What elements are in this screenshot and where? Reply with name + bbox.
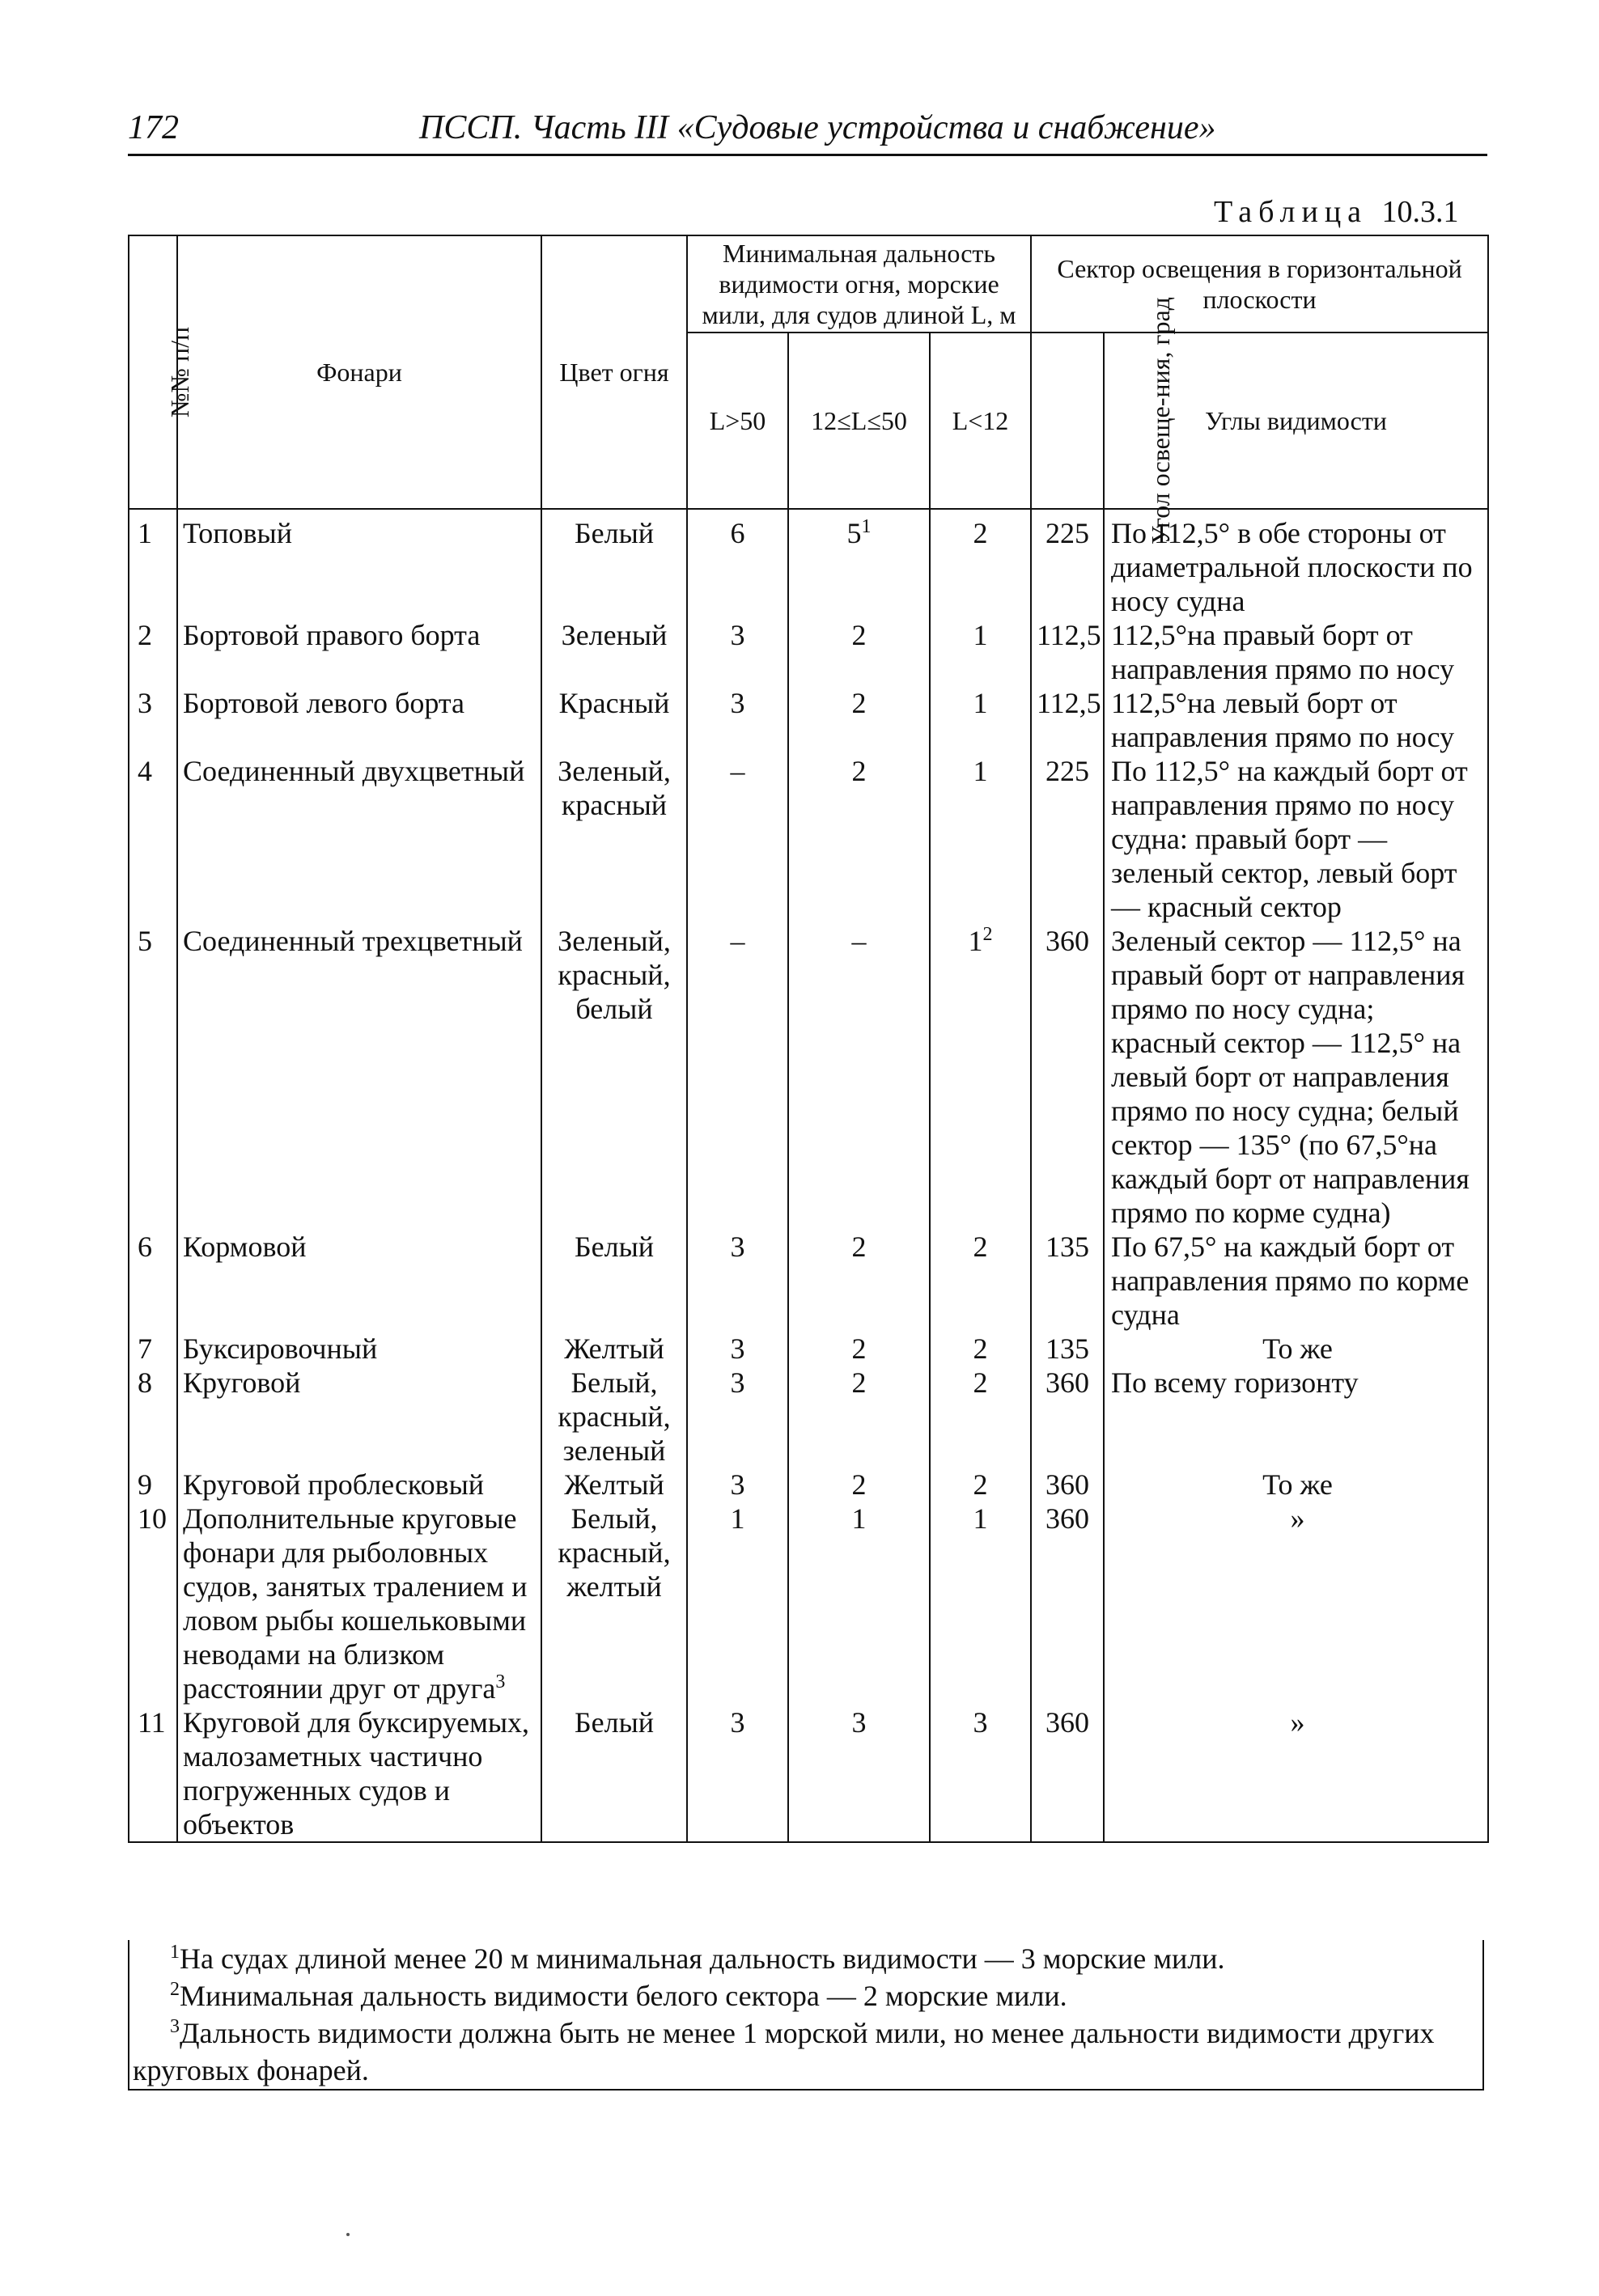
- table-row: 9 Круговой проблесковый Желтый 3 2 2 360 То же: [129, 1468, 1488, 1502]
- header-range-l50: L>50: [687, 333, 788, 509]
- table-row: 7 Буксировочный Желтый 3 2 2 135 То же: [129, 1332, 1488, 1366]
- header-range-l12-50: 12≤L≤50: [788, 333, 930, 509]
- footnote-1: $^1$На судах длиной менее 20 м минимальная дальность видимости — 3 морские мили.: [170, 1942, 1225, 1975]
- page-number: 172: [128, 109, 179, 146]
- header-visibility: Углы видимости: [1104, 333, 1488, 509]
- table-row: 8 Круговой Белый, красный, зеленый 3 2 2 360 По всему горизонту: [129, 1366, 1488, 1468]
- table-caption: [1214, 194, 1459, 230]
- footnote-2: $^2$Минимальная дальность видимости белого сектора — 2 морские мили.: [170, 1979, 1067, 2012]
- table-row: 11 Круговой для буксируемых, малозаметных частично погруженных судов и объектов Белый 3 3 3 360 »: [129, 1705, 1488, 1842]
- header-range-group: Минимальная дальность видимости огня, морские мили, для судов длиной L, м: [687, 235, 1031, 333]
- header-num: №№ п/п: [129, 235, 177, 509]
- table-row: 2 Бортовой правого борта Зеленый 3 2 1 112,5 112,5°на правый борт от направления прямо по носу: [129, 618, 1488, 686]
- header-name: Фонари: [177, 235, 541, 509]
- table-row: 3 Бортовой левого борта Красный 3 2 1 112,5 112,5°на левый борт от направления прямо по носу: [129, 686, 1488, 754]
- table-row: 5 Соединенный трехцветный Зеленый, красный, белый – – $1^2$ 360 Зеленый сектор — 112,5° на правый борт от направления прямо по носу судна; красный сектор — 112,5° на левый борт от направления прямо по носу судна; белый сектор — 135° (по 67,5°на каждый борт от направления прямо по корме судна): [129, 924, 1488, 1230]
- header-angle: Угол освеще-ния, град: [1031, 333, 1104, 509]
- header-sector-group: Сектор освещения в горизонтальной плоскости: [1031, 235, 1488, 333]
- table-footnotes: [128, 1940, 1484, 2091]
- table-caption-label: Таблица: [1214, 195, 1368, 229]
- page-header: [128, 97, 1487, 156]
- table-row: 6 Кормовой Белый 3 2 2 135 По 67,5° на каждый борт от направления прямо по корме судна: [129, 1230, 1488, 1332]
- running-title: ПССП. Часть III «Судовые устройства и снабжение»: [419, 109, 1216, 146]
- table-row: 1 Топовый Белый 6 $5^1$ 2 225 По 112,5° в обе стороны от диаметральной плоскости по носу судна: [129, 509, 1488, 618]
- scan-speck: [346, 2233, 350, 2236]
- header-color: Цвет огня: [541, 235, 687, 509]
- header-range-l12: L<12: [930, 333, 1031, 509]
- table-row: 4 Соединенный двухцветный Зеленый, красный – 2 1 225 По 112,5° на каждый борт от направления прямо по носу судна: правый борт — зеленый сектор, левый борт — красный сектор: [129, 754, 1488, 924]
- lights-table: [128, 235, 1489, 1843]
- table-caption-number: 10.3.1: [1381, 195, 1459, 229]
- footnote-3: $^3$Дальность видимости должна быть не менее 1 морской мили, но менее дальности видимости других круговых фонарей.: [133, 2016, 1435, 2086]
- table-row: 10 Дополнительные круговые фонари для рыболовных судов, занятых тралением и ловом рыбы кошельковыми неводами на близком расстоянии друг от друга$^3$ Белый, красный, желтый 1 1 1 360 »: [129, 1502, 1488, 1705]
